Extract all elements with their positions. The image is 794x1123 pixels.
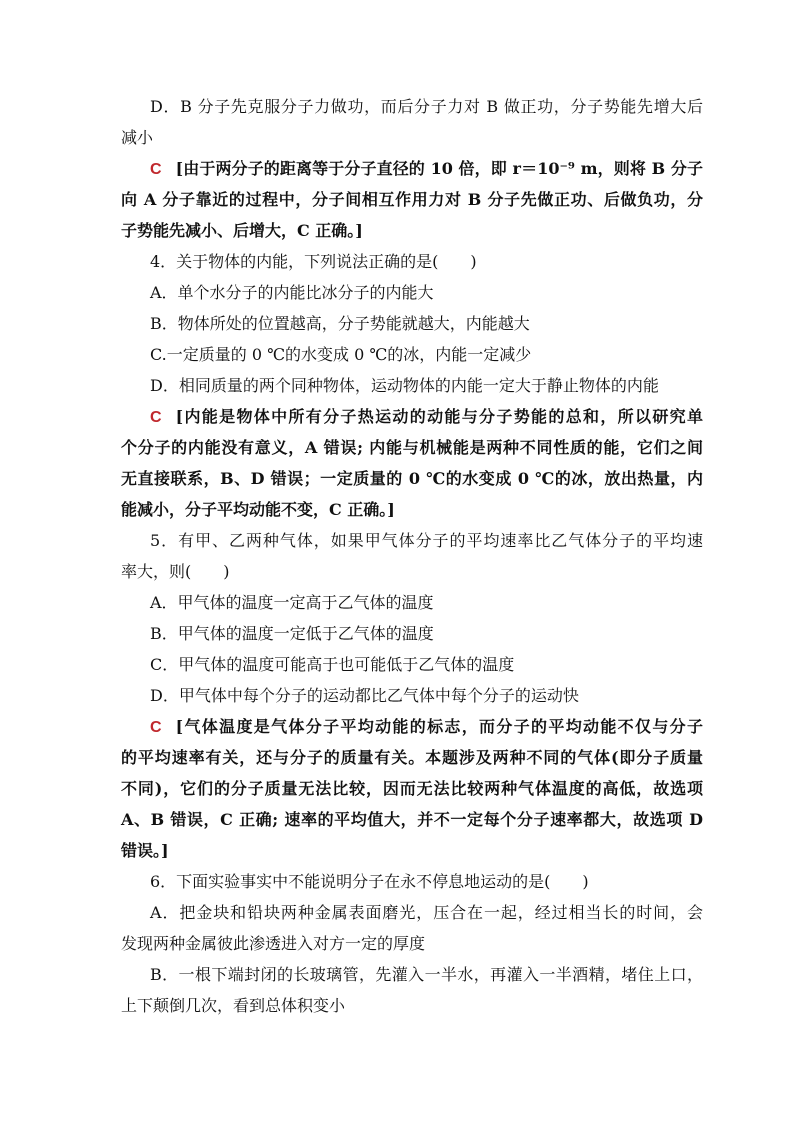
q6-option-a-line2: 发现两种金属彼此渗透进入对方一定的厚度 (121, 934, 426, 953)
q5-option-c: C．甲气体的温度可能高于也可能低于乙气体的温度 (150, 655, 515, 674)
q4-stem: 4．关于物体的内能，下列说法正确的是( ) (150, 252, 477, 271)
q5-explanation-line3: 不同)，它们的分子质量无法比较，因而无法比较两种气体温度的高低，故选项 (121, 779, 703, 798)
q5-explanation-line5: 错误。] (121, 841, 169, 860)
q6-option-a-line1: A．把金块和铅块两种金属表面磨光，压合在一起，经过相当长的时间，会 (150, 903, 703, 922)
q4-option-a: A．单个水分子的内能比冰分子的内能大 (150, 283, 434, 302)
q4-explanation-line3: 无直接联系，B、D 错误；一定质量的 0 ℃的水变成 0 ℃的冰，放出热量，内 (121, 469, 703, 488)
q5-option-d: D．甲气体中每个分子的运动都比乙气体中每个分子的运动快 (150, 686, 579, 705)
q5-stem-line1: 5．有甲、乙两种气体，如果甲气体分子的平均速率比乙气体分子的平均速 (150, 531, 703, 550)
q4-option-d: D．相同质量的两个同种物体，运动物体的内能一定大于静止物体的内能 (150, 376, 659, 395)
q5-explanation-text: [气体温度是气体分子平均动能的标志，而分子的平均动能不仅与分子 (175, 717, 703, 736)
q5-explanation-line2: 的平均速率有关，还与分子的质量有关。本题涉及两种不同的气体(即分子质量 (121, 748, 703, 767)
q3-explanation-text: [由于两分子的距离等于分子直径的 10 倍，即 r＝10⁻⁹ m，则将 B 分子 (175, 159, 703, 178)
q5-explanation-line1 (150, 716, 703, 739)
q4-option-c: C.一定质量的 0 ℃的水变成 0 ℃的冰，内能一定减少 (150, 345, 532, 364)
q4-explanation-line4: 能减小，分子平均动能不变，C 正确。] (121, 500, 395, 519)
q3-answer-letter: C (150, 161, 162, 178)
q3-option-d-line2: 减小 (121, 128, 154, 147)
q3-explanation-line3: 子势能先减小、后增大，C 正确。] (121, 221, 363, 240)
q5-explanation-line4: A、B 错误，C 正确; 速率的平均值大，并不一定每个分子速率都大，故选项 D (121, 810, 703, 829)
q4-explanation-text: [内能是物体中所有分子热运动的动能与分子势能的总和，所以研究单 (175, 407, 703, 426)
q5-answer-letter: C (150, 719, 162, 736)
q5-option-a: A．甲气体的温度一定高于乙气体的温度 (150, 593, 434, 612)
q6-option-b-line2: 上下颠倒几次，看到总体积变小 (121, 996, 346, 1015)
q5-stem-line2: 率大，则( ) (121, 562, 230, 581)
q5-option-b: B．甲气体的温度一定低于乙气体的温度 (150, 624, 434, 643)
q4-answer-letter: C (150, 409, 162, 426)
q6-stem: 6．下面实验事实中不能说明分子在永不停息地运动的是( ) (150, 872, 589, 891)
q6-option-b-line1: B．一根下端封闭的长玻璃管，先灌入一半水，再灌入一半酒精，堵住上口， (150, 965, 703, 984)
q3-explanation-line1 (150, 158, 703, 181)
q3-explanation-line2: 向 A 分子靠近的过程中，分子间相互作用力对 B 分子先做正功、后做负功，分 (121, 190, 703, 209)
q4-option-b: B．物体所处的位置越高，分子势能就越大，内能越大 (150, 314, 530, 333)
q3-option-d-line1: D．B 分子先克服分子力做功，而后分子力对 B 做正功，分子势能先增大后 (150, 97, 703, 116)
q4-explanation-line2: 个分子的内能没有意义，A 错误; 内能与机械能是两种不同性质的能，它们之间 (121, 438, 703, 457)
q4-explanation-line1 (150, 406, 703, 429)
